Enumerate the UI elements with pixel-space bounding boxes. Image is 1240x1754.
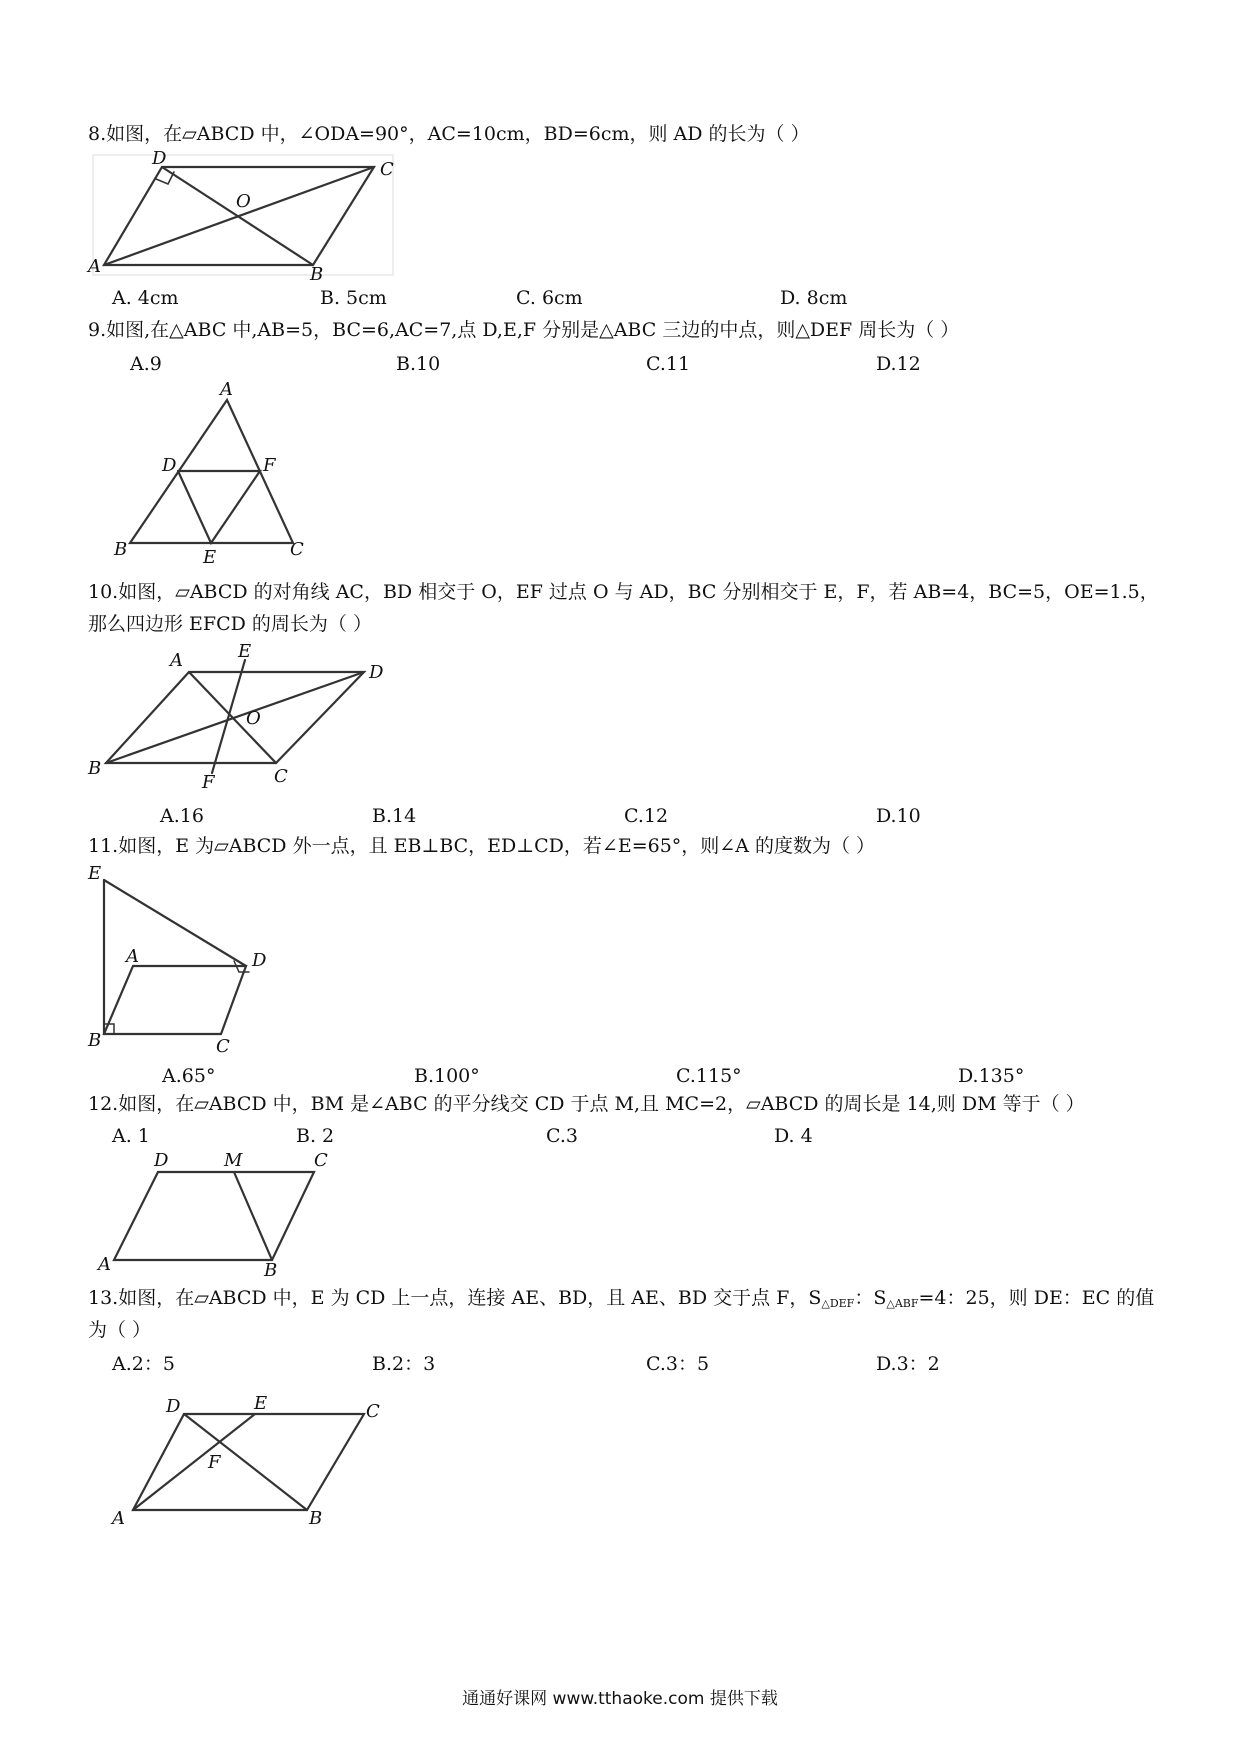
- q10-label-O: O: [246, 708, 261, 729]
- q10-label-D: D: [369, 662, 384, 683]
- q8-label-C: C: [380, 159, 394, 180]
- q13-option-a: A.2：5: [112, 1353, 175, 1375]
- q11-option-d: D.135°: [958, 1065, 1025, 1087]
- q9-label-B: B: [114, 539, 128, 560]
- q10-label-B: B: [88, 758, 102, 779]
- q11-option-a: A.65°: [162, 1065, 216, 1087]
- q11-label-C: C: [216, 1036, 230, 1057]
- q9-label-C: C: [290, 539, 304, 560]
- q13-subscript-abf: △ABF: [886, 1297, 919, 1310]
- q13-subscript-def: △DEF: [821, 1297, 855, 1310]
- q13-text-part3: =4：25，则 DE：EC 的值: [918, 1287, 1155, 1309]
- q11-text: 11.如图，E 为▱ABCD 外一点，且 EB⊥BC，ED⊥CD，若∠E=65°，则∠A 的度数为（ ）: [88, 835, 876, 857]
- q12-label-A: A: [98, 1254, 111, 1275]
- q13-label-D: D: [166, 1396, 181, 1417]
- q8-label-B: B: [310, 264, 324, 285]
- q13-option-b: B.2：3: [372, 1353, 436, 1375]
- q10-text-line2: 那么四边形 EFCD 的周长为（ ）: [88, 613, 372, 635]
- q10-option-c: C.12: [624, 805, 669, 827]
- q10-label-F: F: [202, 772, 215, 793]
- q10-label-A: A: [170, 650, 183, 671]
- q12-option-d: D. 4: [774, 1125, 813, 1147]
- q10-option-a: A.16: [160, 805, 204, 827]
- q12-label-D: D: [154, 1150, 169, 1171]
- q13-figure: [110, 1394, 400, 1534]
- q13-label-F: F: [208, 1452, 221, 1473]
- q13-label-C: C: [366, 1401, 380, 1422]
- q11-label-A: A: [126, 946, 139, 967]
- q13-option-c: C.3：5: [646, 1353, 710, 1375]
- q8-option-b: B. 5cm: [320, 287, 387, 309]
- footer-source: 通通好课网 www.tthaoke.com 提供下载: [462, 1689, 778, 1709]
- q13-text-line2: 为（ ）: [88, 1319, 152, 1341]
- q12-option-a: A. 1: [112, 1125, 150, 1147]
- q9-text: 9.如图,在△ABC 中,AB=5，BC=6,AC=7,点 D,E,F 分别是△ABC 三边的中点，则△DEF 周长为（ ）: [88, 319, 960, 341]
- q13-text-line1: [88, 1286, 1154, 1316]
- q13-label-E: E: [254, 1393, 268, 1414]
- q10-text-line1: 10.如图，▱ABCD 的对角线 AC，BD 相交于 O，EF 过点 O 与 AD，BC 分别相交于 E，F，若 AB=4，BC=5，OE=1.5，: [88, 581, 1159, 603]
- q12-label-B: B: [264, 1260, 278, 1281]
- q12-figure: [96, 1152, 336, 1282]
- q9-label-E: E: [203, 547, 217, 568]
- q11-label-E: E: [88, 863, 102, 884]
- q8-text: 8.如图，在▱ABCD 中，∠ODA=90°，AC=10cm，BD=6cm，则 AD 的长为（ ）: [88, 123, 810, 145]
- q11-option-c: C.115°: [676, 1065, 742, 1087]
- q9-label-D: D: [162, 455, 177, 476]
- q10-figure: [88, 641, 398, 795]
- q11-label-B: B: [88, 1030, 102, 1051]
- q9-option-c: C.11: [646, 353, 691, 375]
- q8-option-c: C. 6cm: [516, 287, 583, 309]
- q8-label-D: D: [152, 148, 167, 169]
- q13-text-part1: 13.如图，在▱ABCD 中，E 为 CD 上一点，连接 AE、BD，且 AE、BD 交于点 F，S: [88, 1287, 822, 1309]
- q13-label-A: A: [112, 1508, 125, 1529]
- q8-label-O: O: [236, 191, 251, 212]
- q12-option-b: B. 2: [296, 1125, 335, 1147]
- q12-label-C: C: [314, 1150, 328, 1171]
- q12-label-M: M: [224, 1150, 243, 1171]
- q10-label-C: C: [274, 766, 288, 787]
- q10-option-d: D.10: [876, 805, 921, 827]
- q9-option-d: D.12: [876, 353, 921, 375]
- q11-figure: [86, 862, 286, 1057]
- q8-label-A: A: [88, 256, 101, 277]
- q10-label-E: E: [238, 641, 252, 662]
- q11-option-b: B.100°: [414, 1065, 480, 1087]
- q9-option-b: B.10: [396, 353, 441, 375]
- q9-option-a: A.9: [130, 353, 162, 375]
- q13-text-part2: ：S: [854, 1287, 887, 1309]
- q12-option-c: C.3: [546, 1125, 578, 1147]
- q9-label-A: A: [220, 379, 233, 400]
- q11-label-D: D: [252, 950, 267, 971]
- q13-label-B: B: [309, 1508, 323, 1529]
- q9-figure: [110, 379, 310, 568]
- q8-figure: [88, 150, 408, 285]
- q8-option-a: A. 4cm: [112, 287, 179, 309]
- q13-option-d: D.3：2: [876, 1353, 940, 1375]
- q9-label-F: F: [263, 455, 276, 476]
- q10-option-b: B.14: [372, 805, 417, 827]
- q8-option-d: D. 8cm: [780, 287, 848, 309]
- q12-text: 12.如图，在▱ABCD 中，BM 是∠ABC 的平分线交 CD 于点 M,且 MC=2，▱ABCD 的周长是 14,则 DM 等于（ ）: [88, 1093, 1085, 1115]
